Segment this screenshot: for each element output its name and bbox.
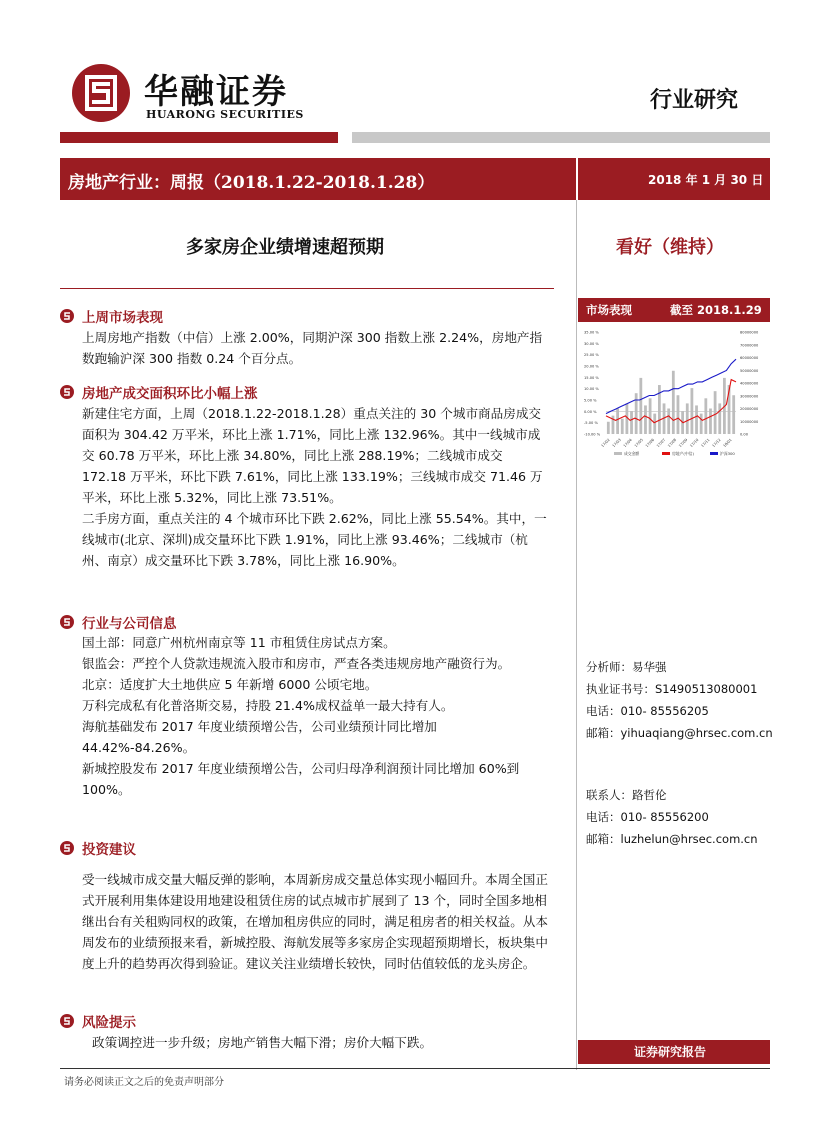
section-body-news [82,632,550,800]
legend-swatch [662,452,670,455]
right-tick-label: 0.00 [740,432,749,437]
paragraph: 受一线城市成交量大幅反弹的影响，本周新房成交量总体实现小幅回升。本周全国正式开展利用集体建设用地建设租赁住房的试点城市扩展到了 13 个，同时全国多地相继出台有关租购同权的政策，在增加租房供应的同时，满足租房者的相关权益。从本周发布的业绩预报来看，新城控股、海航发展等多家房企实现超预期增长，板块集中度上升的趋势再次得到验证。建议关注业绩增长较快，同时估值较低的龙头房企。 [82,872,548,971]
volume-bar [607,422,610,434]
x-tick-label: 17/08 [667,437,678,449]
volume-bar [644,405,647,434]
x-tick-label: 17/07 [656,437,667,449]
left-tick-label: -10.00 % [584,432,601,437]
volume-bar [691,388,694,434]
left-tick-label: -5.00 % [584,421,598,426]
paragraph: 国土部：同意广州杭州南京等 11 市租赁住房试点方案。 [82,635,396,650]
report-date: 2018 年 1 月 30 日 [648,173,764,187]
market-date: 截至 2018.1.29 [670,303,762,317]
volume-bar [649,398,652,434]
legend-label: 成交金额 [624,451,640,456]
volume-bar [709,409,712,435]
volume-bar [630,412,633,434]
header-bar-red [60,132,338,143]
paragraph: 上周房地产指数（中信）上涨 2.00%，同期沪深 300 指数上涨 2.24%，房地产指数跑输沪深 300 指数 0.24 个百分点。 [82,330,543,366]
volume-bar [667,409,670,435]
left-tick-label: 35.00 % [584,330,599,335]
x-tick-label: 17/10 [689,437,700,449]
right-tick-label: 30000000 [740,394,759,399]
x-tick-label: 17/03 [611,437,622,449]
brand-name-en: HUARONG SECURITIES [146,108,304,121]
left-tick-label: 20.00 % [584,364,599,369]
volume-bar [616,409,619,435]
x-tick-label: 17/12 [711,437,722,449]
analyst-license: 执业证书号：S1490513080001 [586,682,758,696]
footer-label: 证券研究报告 [634,1045,707,1059]
paragraph: 二手房方面，重点关注的 4 个城市环比下跌 2.62%，同比上涨 55.54%。其中，一线城市(北京、深圳)成交量环比下跌 1.91%，同比上涨 93.46%；二线城市（杭州、南京）成交量环比下跌 3.78%，同比上涨 16.90%。 [82,511,547,568]
right-tick-label: 40000000 [740,381,759,386]
disclaimer: 请务必阅读正文之后的免责声明部分 [64,1077,224,1088]
footer-divider [60,1068,770,1069]
liaison-contact [586,784,758,850]
paragraph: 北京：适度扩大土地供应 5 年新增 6000 公顷宅地。 [82,677,378,692]
report-type: 行业研究 [650,87,739,113]
x-tick-label: 17/09 [678,437,689,449]
analyst-email: 邮箱：yihuaqiang@hrsec.com.cn [586,726,773,740]
liaison-email: 邮箱：luzhelun@hrsec.com.cn [586,832,758,846]
section-body-advice [82,869,550,974]
x-tick-label: 17/02 [600,437,611,449]
right-tick-label: 20000000 [740,407,759,411]
volume-bar [732,395,735,434]
volume-bar [672,371,675,434]
report-title: 房地产行业：周报（2018.1.22-2018.1.28） [68,173,435,193]
right-tick-label: 70000000 [740,343,759,348]
left-tick-label: 5.00 % [584,398,597,403]
section-heading-transactions [60,382,258,402]
brand-name: 华融证券 [144,72,288,112]
section-heading-text: 风险提示 [82,1015,136,1031]
left-tick-label: 15.00 % [584,375,599,380]
left-tick-label: 30.00 % [584,341,599,346]
section-body-transactions [82,403,550,571]
volume-bar [714,391,717,434]
section-heading-text: 上周市场表现 [82,310,163,326]
paragraph: 新建住宅方面，上周（2018.1.22-2018.1.28）重点关注的 30 个城市商品房成交面积为 304.42 万平米，环比上涨 1.71%，同比上涨 132.96%。其中一线城市成交 60.78 万平米，环比上涨 34.80%，同比上涨 288.19%；二线城市成交 172.18 万平米，环比下跌 7.61%，同比上涨 133.19%；三线城市成交 71.46 万平米，环比上涨 5.32%，同比上涨 73.51%。 [82,406,543,505]
volume-bar [686,403,689,434]
legend-swatch [710,452,718,455]
section-heading-risk [60,1011,136,1031]
liaison-name: 联系人：路哲伦 [586,788,667,802]
legend-label: 沪深300 [720,451,735,456]
paragraph: 海航基础发布 2017 年度业绩预增公告，公司业绩预计同比增加 44.42%-84.26%。 [82,719,437,755]
right-tick-label: 60000000 [740,356,759,360]
volume-bar [695,405,698,434]
column-divider [576,200,577,1070]
rating: 看好（维持） [616,237,724,258]
volume-bar [677,395,680,434]
volume-bar [704,398,707,434]
x-tick-label: 17/06 [644,437,656,449]
section-body-risk [92,1032,560,1053]
paragraph: 万科完成私有化普洛斯交易，持股 21.4%成权益单一最大持有人。 [82,698,454,713]
section-heading-text: 行业与公司信息 [82,616,177,632]
x-tick-label: 17/05 [633,437,644,449]
legend-label: 房地产(中信) [672,451,694,456]
section-body-market [82,327,550,369]
right-tick-label: 10000000 [740,419,759,424]
headline: 多家房企业绩增速超预期 [186,237,384,258]
x-tick-label: 17/11 [700,437,711,449]
title-separator [576,158,578,200]
left-tick-label: 10.00 % [584,387,599,392]
paragraph: 政策调控进一步升级；房地产销售大幅下滑；房价大幅下跌。 [92,1035,433,1050]
paragraph: 新城控股发布 2017 年度业绩预增公告，公司归母净利润预计同比增加 60%到 100%。 [82,761,520,797]
volume-bar [635,393,638,434]
section-heading-market [60,306,163,326]
volume-bar [621,419,624,434]
section-bullet-icon [60,309,74,323]
section-heading-advice [60,838,136,858]
section-bullet-icon [60,615,74,629]
analyst-name: 分析师：易华强 [586,660,667,674]
section-bullet-icon [60,1014,74,1028]
left-tick-label: 0.00 % [584,409,597,414]
logo-seal-icon [70,62,132,124]
analyst-phone: 电话：010- 85556205 [586,704,709,718]
left-tick-label: 25.00 % [584,353,599,358]
section-bullet-icon [60,841,74,855]
section-heading-news [60,612,177,632]
volume-bar [700,414,703,434]
volume-bar [718,403,721,434]
right-tick-label: 50000000 [740,368,759,373]
market-chart [584,326,768,464]
volume-bar [653,414,656,434]
analyst-contact [586,656,773,744]
section-bullet-icon [60,385,74,399]
header-bar-gray [352,132,770,143]
market-label: 市场表现 [586,303,632,317]
section-heading-text: 房地产成交面积环比小幅上涨 [82,386,258,402]
x-tick-label: 17/04 [622,437,633,449]
x-tick-label: 18/01 [722,437,733,449]
headline-divider [60,288,554,289]
right-tick-label: 80000000 [740,330,759,335]
legend-swatch [614,452,622,455]
volume-bar [639,378,642,434]
section-heading-text: 投资建议 [82,842,136,858]
paragraph: 银监会：严控个人贷款违规流入股市和房市，严查各类违规房地产融资行为。 [82,656,511,671]
liaison-phone: 电话：010- 85556200 [586,810,709,824]
